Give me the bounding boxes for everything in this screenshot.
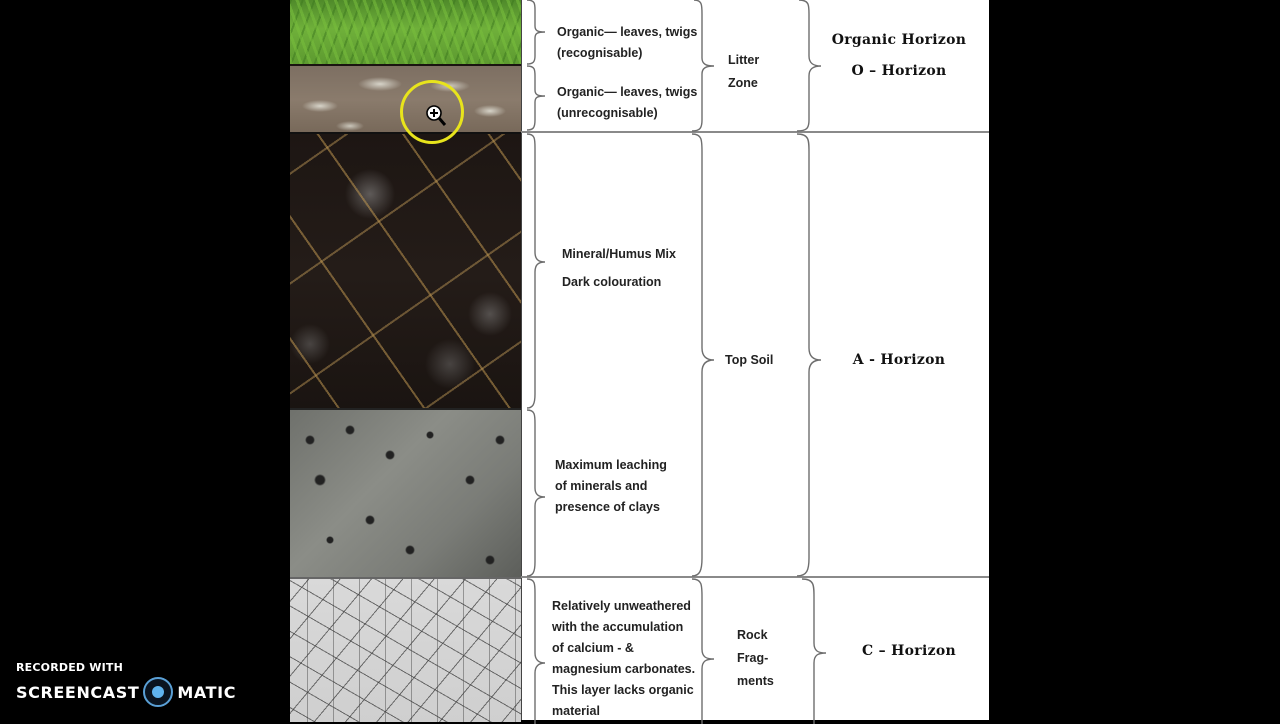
image-column-border bbox=[521, 0, 522, 720]
brace-litter-zone bbox=[690, 0, 716, 132]
a-horizon-label: A - Horizon bbox=[852, 352, 946, 368]
litter-zone-label: Litter Zone bbox=[728, 53, 760, 90]
watermark-brand-left: SCREENCAST bbox=[16, 682, 140, 702]
brace-layer-4 bbox=[525, 410, 547, 576]
o-horizon-label: Organic Horizon O – Horizon bbox=[831, 32, 967, 79]
layer-1-description: Organic— leaves, twigs (recognisable) bbox=[557, 25, 698, 60]
brace-top-soil bbox=[690, 134, 716, 576]
layer-4-description: Maximum leaching of minerals and presence of clays bbox=[555, 458, 667, 514]
layer-3-description: Mineral/Humus Mix Dark colouration bbox=[562, 247, 676, 289]
divider-a-c bbox=[521, 576, 989, 578]
divider-o-a bbox=[521, 131, 989, 133]
rock-layer-image bbox=[290, 577, 521, 722]
screencast-watermark bbox=[16, 661, 236, 707]
brace-a-horizon bbox=[795, 134, 823, 576]
brace-layer-2 bbox=[525, 66, 547, 130]
watermark-recorded-with: RECORDED WITH bbox=[16, 661, 124, 674]
top-soil-label: Top Soil bbox=[725, 353, 774, 367]
zoom-in-cursor-icon bbox=[425, 104, 447, 128]
watermark-brand-right: MATIC bbox=[177, 682, 237, 702]
leached-layer-image bbox=[290, 408, 521, 579]
layer-5-description: Relatively unweathered with the accumulation of calcium - & magnesium carbonates. This layer lacks organic material bbox=[552, 599, 696, 718]
brace-layer-1 bbox=[525, 0, 547, 64]
rock-fragments-label: Rock Frag- ments bbox=[737, 628, 774, 688]
brace-o-horizon bbox=[795, 0, 823, 132]
brace-rock-fragments bbox=[690, 579, 716, 724]
layer-2-description: Organic— leaves, twigs (unrecognisable) bbox=[557, 85, 698, 120]
brace-layer-3 bbox=[525, 134, 547, 408]
screencast-logo-icon bbox=[143, 677, 173, 707]
humus-layer-image bbox=[290, 132, 521, 410]
c-horizon-label: C – Horizon bbox=[862, 643, 956, 659]
grass-surface-image bbox=[290, 0, 521, 64]
soil-profile-document bbox=[290, 0, 989, 720]
brace-c-horizon bbox=[800, 579, 828, 724]
brace-layer-5 bbox=[525, 579, 547, 724]
